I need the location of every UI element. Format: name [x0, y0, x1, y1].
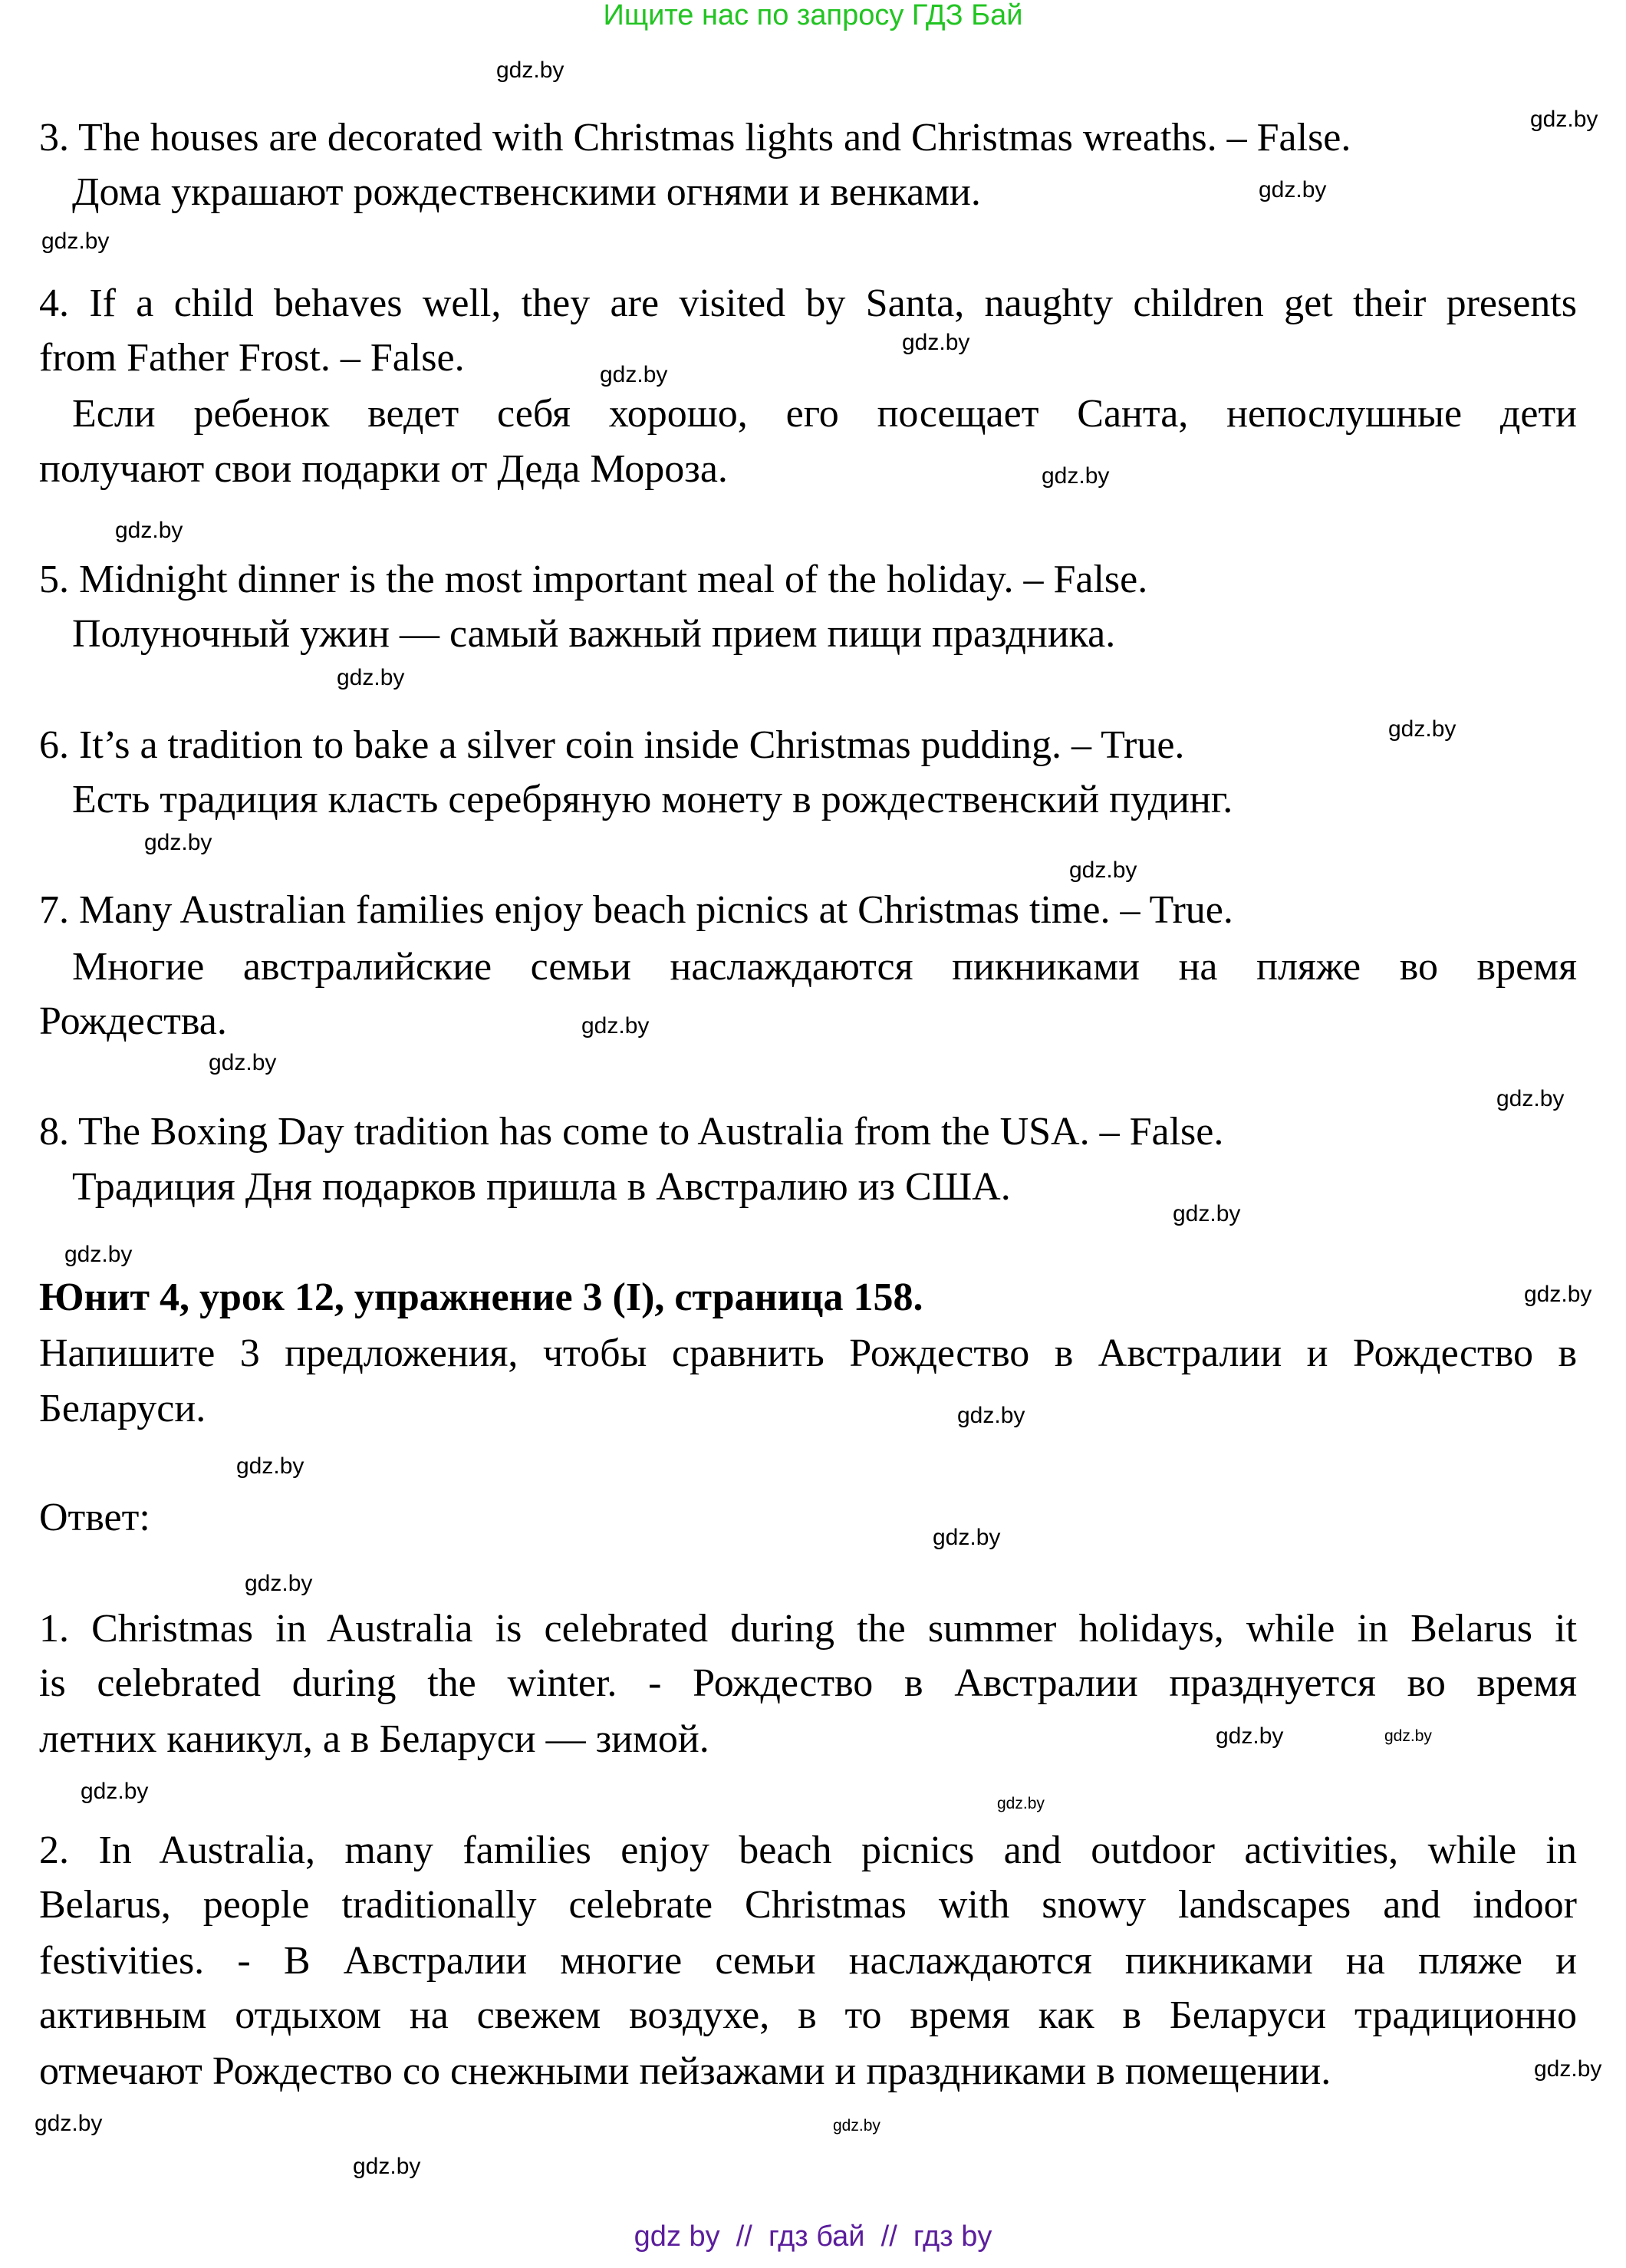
watermark: gdz.by: [933, 1525, 1001, 1550]
watermark: gdz.by: [236, 1453, 304, 1479]
watermark: gdz.by: [1388, 716, 1456, 742]
sentence-2-line4: активным отдыхом на свежем воздухе, в то время как в Беларуси традиционно: [39, 1993, 1577, 2037]
sentence-1-line3: летних каникул, а в Беларуси — зимой.: [39, 1717, 709, 1761]
answer-label: Ответ:: [39, 1496, 150, 1539]
watermark: gdz.by: [833, 2117, 880, 2135]
watermark: gdz.by: [1384, 1727, 1432, 1745]
watermark: gdz.by: [81, 1779, 149, 1804]
sentence-1-line2: is celebrated during the winter. - Рождество в Австралии празднуется во время: [39, 1661, 1577, 1705]
sentence-2-line1: 2. In Australia, many families enjoy beach picnics and outdoor activities, while in: [39, 1829, 1577, 1872]
exercise-heading: Юнит 4, урок 12, упражнение 3 (I), страница 158.: [39, 1276, 923, 1319]
answer-3-en: 3. The houses are decorated with Christmas lights and Christmas wreaths. – False.: [39, 116, 1351, 160]
answer-4-ru-line1: Если ребенок ведет себя хорошо, его посещает Санта, непослушные дети: [72, 392, 1577, 436]
watermark: gdz.by: [957, 1403, 1025, 1428]
answer-4-en-line1: 4. If a child behaves well, they are visited by Santa, naughty children get their presents: [39, 281, 1577, 325]
answer-5-en: 5. Midnight dinner is the most important meal of the holiday. – False.: [39, 558, 1148, 601]
task-line1: Напишите 3 предложения, чтобы сравнить Рождество в Австралии и Рождество в: [39, 1332, 1577, 1375]
watermark: gdz.by: [337, 665, 405, 690]
watermark: gdz.by: [353, 2154, 421, 2179]
sentence-2-line5: отмечают Рождество со снежными пейзажами и праздниками в помещении.: [39, 2049, 1331, 2093]
watermark: gdz.by: [35, 2111, 103, 2136]
answer-3-ru: Дома украшают рождественскими огнями и венками.: [72, 170, 981, 214]
answer-5-ru: Полуночный ужин — самый важный прием пищи праздника.: [72, 612, 1116, 656]
answer-7-en: 7. Many Australian families enjoy beach picnics at Christmas time. – True.: [39, 888, 1233, 932]
watermark: gdz.by: [64, 1242, 133, 1267]
watermark: gdz.by: [1530, 107, 1598, 132]
watermark: gdz.by: [1069, 857, 1137, 883]
watermark: gdz.by: [1042, 463, 1110, 489]
sentence-1-line1: 1. Christmas in Australia is celebrated during the summer holidays, while in Belarus it: [39, 1607, 1577, 1651]
sentence-2-line3: festivities. - В Австралии многие семьи наслаждаются пикниками на пляже и: [39, 1939, 1577, 1983]
answer-6-en: 6. It’s a tradition to bake a silver coin inside Christmas pudding. – True.: [39, 723, 1185, 767]
watermark: gdz.by: [581, 1013, 650, 1039]
watermark: gdz.by: [1534, 2056, 1602, 2082]
watermark: gdz.by: [496, 58, 564, 83]
search-hint-header: Ищите нас по запросу ГДЗ Бай: [603, 0, 1023, 31]
answer-8-ru: Традиция Дня подарков пришла в Австралию из США.: [72, 1165, 1011, 1209]
watermark: gdz.by: [902, 330, 970, 355]
watermark: gdz.by: [600, 362, 668, 387]
watermark: gdz.by: [997, 1795, 1045, 1812]
watermark: gdz.by: [245, 1571, 313, 1596]
watermark: gdz.by: [144, 830, 212, 855]
watermark: gdz.by: [1259, 177, 1327, 202]
answer-6-ru: Есть традиция класть серебряную монету в рождественский пудинг.: [72, 778, 1233, 821]
task-line2: Беларуси.: [39, 1387, 206, 1430]
answer-4-en-line2: from Father Frost. – False.: [39, 336, 465, 380]
watermark: gdz.by: [115, 518, 183, 543]
watermark: gdz.by: [41, 229, 110, 254]
footer-links[interactable]: gdz by // гдз бай // гдз by: [634, 2220, 992, 2253]
watermark: gdz.by: [209, 1050, 277, 1075]
sentence-2-line2: Belarus, people traditionally celebrate Christmas with snowy landscapes and indoor: [39, 1883, 1577, 1927]
watermark: gdz.by: [1524, 1282, 1592, 1307]
answer-4-ru-line2: получают свои подарки от Деда Мороза.: [39, 447, 728, 491]
answer-8-en: 8. The Boxing Day tradition has come to Australia from the USA. – False.: [39, 1110, 1224, 1154]
watermark: gdz.by: [1173, 1201, 1241, 1226]
answer-7-ru-line2: Рождества.: [39, 999, 227, 1043]
watermark: gdz.by: [1216, 1723, 1284, 1749]
answer-7-ru-line1: Многие австралийские семьи наслаждаются пикниками на пляже во время: [72, 945, 1577, 989]
watermark: gdz.by: [1496, 1086, 1565, 1111]
